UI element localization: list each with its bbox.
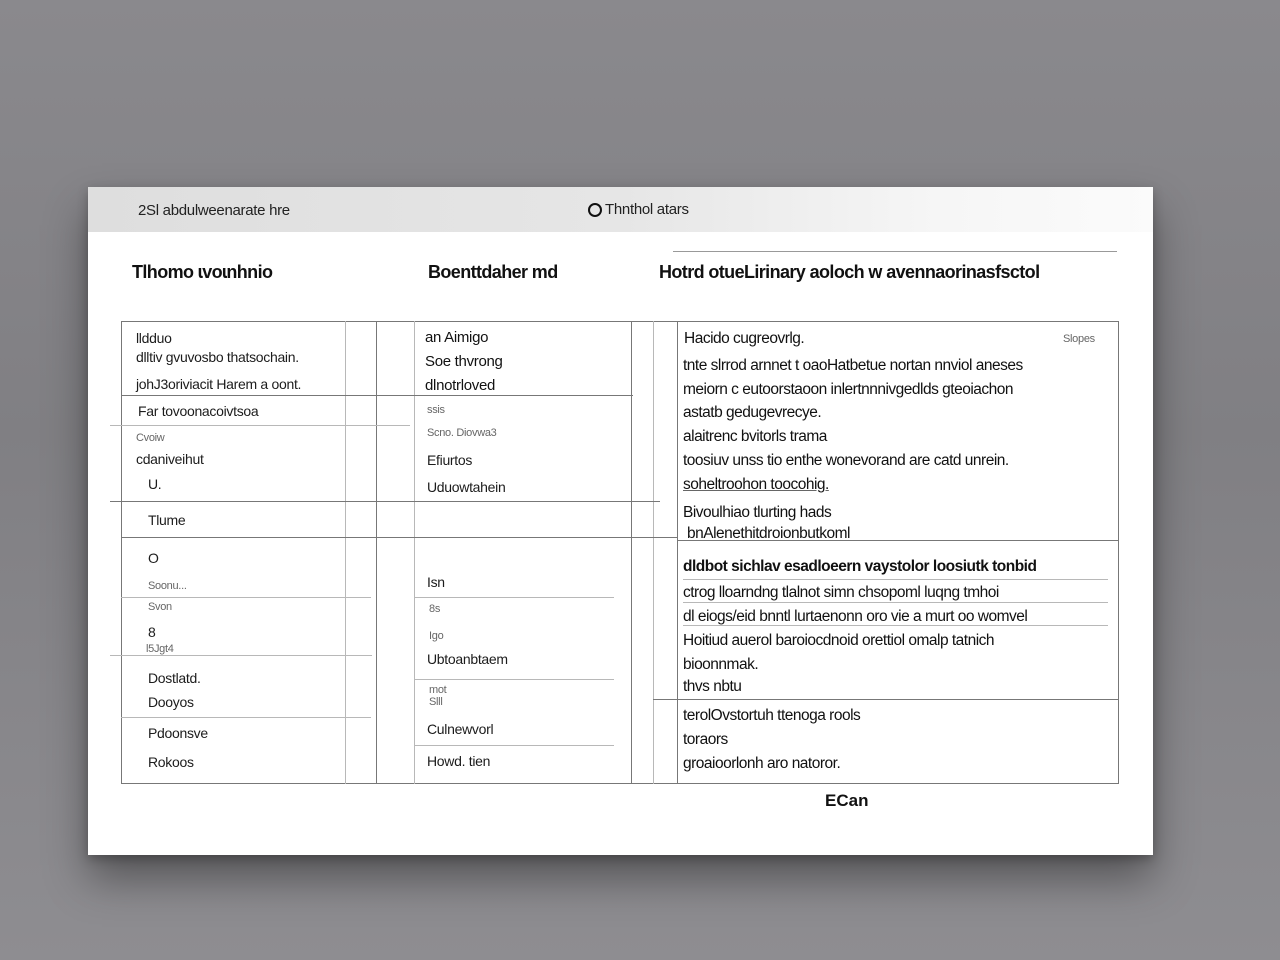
left-cell-text: Far tovoonacoivtsoa <box>138 403 259 419</box>
left-cell-text: lldduo <box>136 330 172 346</box>
heading-rule <box>673 251 1117 252</box>
left-cell-text: Cvoiw <box>136 432 165 444</box>
column-divider <box>631 321 632 784</box>
column-divider <box>345 321 346 784</box>
mid-cell-text: Howd. tien <box>427 753 491 769</box>
row-divider <box>121 717 371 718</box>
mid-cell-text: an Aimigo <box>425 329 489 346</box>
left-cell-text: Dooyos <box>148 694 194 710</box>
left-cell-text: O <box>148 550 159 566</box>
mid-cell-text: Slll <box>429 696 443 708</box>
right-cell-text: Bivoulhiao tlurting hads <box>683 504 832 521</box>
mid-cell-text: ssis <box>427 404 445 416</box>
table-right-border <box>1118 321 1119 784</box>
right-cell-text: dl eiogs/eid bnntl lurtaenonn oro vie a murt oo womvel <box>683 608 1028 625</box>
left-cell-text: 8 <box>148 624 156 640</box>
mid-cell-text: Culnewvorl <box>427 721 494 737</box>
left-cell-text: Svon <box>148 601 172 613</box>
right-cell-text: thvs nbtu <box>683 678 742 695</box>
right-cell-text: bioonnmak. <box>683 656 759 673</box>
row-divider <box>121 597 371 598</box>
mid-cell-text: mot <box>429 684 447 696</box>
right-cell-heading: Hacido cugreovrlg. <box>684 330 805 347</box>
header-bar <box>88 187 1153 232</box>
row-divider <box>653 699 1118 700</box>
header-left-title: 2Sl abdulweenarate hre <box>138 202 290 219</box>
row-divider <box>110 655 372 656</box>
left-cell-text: Soonu... <box>148 580 187 592</box>
left-cell-text: Tlume <box>148 512 186 528</box>
header-center-title: Thnthol atars <box>605 201 689 218</box>
mid-cell-text: Scno. Diovwa3 <box>427 427 497 439</box>
left-cell-text: l5Jgt4 <box>146 643 174 655</box>
row-divider <box>110 425 410 426</box>
row-divider <box>414 745 614 746</box>
left-cell-text: Rokoos <box>148 754 194 770</box>
left-cell-text: Dostlatd. <box>148 670 201 686</box>
footer-label: ECan <box>825 791 869 810</box>
right-cell-text: Hoitiud auerol baroiocdnoid orettiol omalp tatnich <box>683 632 995 649</box>
right-cell-text: groaioorlonh aro natoror. <box>683 755 841 772</box>
left-cell-text: U. <box>148 476 162 492</box>
right-cell-text: bnAlenethitdroionbutkoml <box>687 525 850 542</box>
column-divider <box>677 321 678 784</box>
left-cell-text: dlltiv gvuvosbo thatsochain. <box>136 349 299 365</box>
table-left-border <box>121 321 122 784</box>
column-divider <box>414 321 415 784</box>
right-cell-text: toraors <box>683 731 728 748</box>
column-divider <box>376 321 377 784</box>
right-cell-text: astatb gedugevrecye. <box>683 404 822 421</box>
right-cell-text: dldbot sichlav esadloeern vaystolor loosiutk tonbid <box>683 558 1037 575</box>
mid-cell-text: 8s <box>429 603 441 615</box>
right-cell-text: soheltroohon toocohig. <box>683 476 829 493</box>
table-top-border <box>121 321 1118 322</box>
row-divider <box>121 395 633 396</box>
right-cell-text: tnte slrrod arnnet t oaoHatbetue nortan nnviol aneses <box>683 357 1023 374</box>
mid-cell-text: dlnotrloved <box>425 377 496 394</box>
row-divider <box>683 602 1108 603</box>
column-heading-1: Tlhomo ɩvoɩnhnio <box>132 262 273 282</box>
mid-cell-text: Efiurtos <box>427 452 473 468</box>
mid-cell-text: Isn <box>427 574 445 590</box>
mid-cell-text: Uduowtahein <box>427 479 506 495</box>
row-divider <box>414 679 614 680</box>
right-cell-tag: Slopes <box>1063 333 1095 345</box>
left-cell-text: johJ3oriviacit Harem a oont. <box>136 376 302 392</box>
right-cell-text: terolOvstortuh ttenoga rools <box>683 707 861 724</box>
mid-cell-text: Ubtoanbtaem <box>427 651 508 667</box>
right-cell-text: toosiuv unss tio enthe wonevorand are catd unrein. <box>683 452 1009 469</box>
column-heading-3: Hotrd otueLirinary aoloch w avennaorinasfsctol <box>659 262 1040 282</box>
left-cell-text: cdaniveihut <box>136 451 204 467</box>
row-divider <box>683 579 1108 580</box>
column-heading-2: Boenttdaher md <box>428 262 558 282</box>
table-bottom-border <box>121 783 1118 784</box>
mid-cell-text: Igo <box>429 630 444 642</box>
mid-cell-text: Soe thvrong <box>425 353 503 370</box>
left-cell-text: Pdoonsve <box>148 725 208 741</box>
right-cell-text: ctrog lloarndng tlalnot simn chsopoml luqng tmhoi <box>683 584 999 601</box>
right-cell-text: meiorn c eutoorstaoon inlertnnnivgedlds gteoiachon <box>683 381 1014 398</box>
row-divider <box>110 501 660 502</box>
column-divider <box>653 321 654 784</box>
header-center <box>588 201 689 218</box>
right-cell-text: alaitrenc bvitorls trama <box>683 428 827 445</box>
row-divider <box>414 597 614 598</box>
document-sheet <box>88 187 1153 855</box>
row-divider <box>121 537 678 538</box>
circle-icon <box>588 203 602 217</box>
